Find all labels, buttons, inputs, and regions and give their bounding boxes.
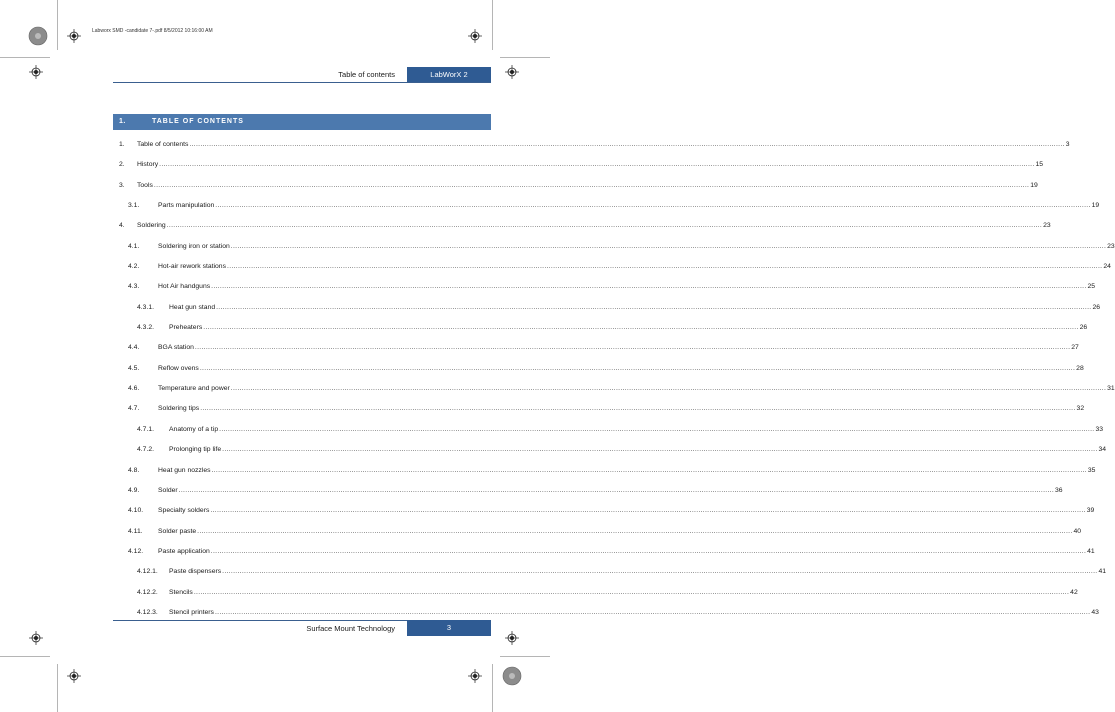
- toc-entry[interactable]: [119, 219, 1051, 239]
- toc-entry-page: 40: [1073, 525, 1082, 538]
- toc-entry-number: 4.2.: [128, 263, 140, 271]
- toc-entry-title: Soldering tips: [158, 402, 200, 415]
- section-title: TABLE OF CONTENTS: [152, 118, 244, 125]
- crop-mark-tr-v: [492, 0, 493, 50]
- toc-dot-leader: ................................................................................................................................................................................................................................................................................................................................................................................................................: [200, 405, 1076, 413]
- toc-entry[interactable]: [119, 138, 1070, 158]
- toc-entry-title: Temperature and power: [158, 382, 231, 395]
- toc-dot-leader: ................................................................................................................................................................................................................................................................................................................................................................................................................: [215, 202, 1091, 210]
- toc-entry-title: Hot Air handguns: [158, 280, 211, 293]
- toc-entry-number: 4.11.: [128, 527, 143, 535]
- toc-entry-number: 4.3.1.: [137, 303, 155, 311]
- toc-entry-title: Parts manipulation: [158, 199, 215, 212]
- crop-mark-br-v: [492, 664, 493, 712]
- toc-entry-number: 4.1.: [128, 242, 140, 250]
- toc-entry-page: 33: [1094, 423, 1103, 436]
- crop-mark-tl-v: [57, 0, 58, 50]
- toc-entry[interactable]: [119, 280, 1096, 300]
- toc-entry-number: 4.10.: [128, 507, 144, 515]
- toc-entry[interactable]: [119, 260, 1111, 280]
- toc-dot-leader: ................................................................................................................................................................................................................................................................................................................................................................................................................: [178, 486, 1055, 494]
- toc-entry-page: 28: [1075, 362, 1084, 375]
- toc-entry-title: Prolonging tip life: [169, 443, 222, 456]
- registration-mark-icon: [29, 65, 43, 79]
- section-number: 1.: [119, 118, 126, 125]
- running-header: [113, 67, 491, 83]
- registration-mark-icon: [67, 29, 81, 43]
- toc-entry-number: 4.9.: [128, 486, 140, 494]
- toc-entry-title: History: [137, 158, 159, 171]
- toc-entry-page: 31: [1106, 382, 1115, 395]
- toc-entry-number: 4.3.2.: [137, 324, 155, 332]
- toc-entry-page: 43: [1090, 606, 1099, 619]
- toc-entry-title: Soldering: [137, 219, 167, 232]
- toc-entry-page: 39: [1086, 504, 1095, 517]
- toc-entry[interactable]: [119, 464, 1096, 484]
- running-header-brand: LabWorX 2: [407, 67, 491, 83]
- section-heading: [113, 114, 491, 130]
- toc-entry-title: Solder: [158, 484, 179, 497]
- crop-mark-bl-v: [57, 664, 58, 712]
- toc-entry-page: 41: [1098, 565, 1107, 578]
- toc-entry-title: Stencil printers: [169, 606, 215, 619]
- toc-entry-title: Hot-air rework stations: [158, 260, 227, 273]
- toc-entry-number: 4.7.: [128, 405, 140, 413]
- toc-entry-page: 34: [1098, 443, 1107, 456]
- toc-entry-page: 41: [1086, 545, 1095, 558]
- toc-entry-page: 35: [1087, 464, 1096, 477]
- toc-entry-page: 27: [1070, 341, 1079, 354]
- toc-dot-leader: ................................................................................................................................................................................................................................................................................................................................................................................................................: [210, 507, 1086, 515]
- toc-entry-page: 19: [1029, 179, 1038, 192]
- toc-entry[interactable]: [119, 382, 1115, 402]
- toc-entry[interactable]: [119, 321, 1088, 341]
- toc-entry-title: Anatomy of a tip: [169, 423, 219, 436]
- toc-entry-page: 24: [1102, 260, 1111, 273]
- color-target-icon: [28, 26, 48, 46]
- toc-entry[interactable]: [119, 423, 1104, 443]
- toc-entry-page: 26: [1091, 301, 1100, 314]
- registration-mark-icon: [468, 669, 482, 683]
- toc-entry-number: 3.1.: [128, 202, 140, 210]
- toc-entry-title: Specialty solders: [158, 504, 210, 517]
- toc-entry-title: Table of contents: [137, 138, 189, 151]
- toc-entry-page: 23: [1042, 219, 1051, 232]
- toc-entry-number: 4.6.: [128, 385, 140, 393]
- crop-mark-br-h: [500, 656, 550, 657]
- toc-dot-leader: ................................................................................................................................................................................................................................................................................................................................................................................................................: [199, 364, 1076, 372]
- toc-entry[interactable]: [119, 565, 1107, 585]
- toc-dot-leader: ................................................................................................................................................................................................................................................................................................................................................................................................................: [219, 425, 1095, 433]
- toc-entry-page: 19: [1091, 199, 1100, 212]
- toc-dot-leader: ................................................................................................................................................................................................................................................................................................................................................................................................................: [230, 385, 1107, 393]
- toc-entry-number: 4.12.1.: [137, 568, 158, 576]
- toc-entry[interactable]: [119, 545, 1095, 565]
- toc-entry-title: Paste dispensers: [169, 565, 222, 578]
- toc-entry-number: 4.4.: [128, 344, 140, 352]
- page-number: 3: [407, 620, 491, 636]
- toc-entry-number: 2.: [119, 161, 125, 169]
- header-rule: [113, 82, 491, 83]
- toc-entry-page: 32: [1076, 402, 1085, 415]
- registration-mark-icon: [468, 29, 482, 43]
- toc-entry-page: 42: [1069, 586, 1078, 599]
- toc-entry[interactable]: [119, 402, 1085, 422]
- running-footer-title: Surface Mount Technology: [306, 624, 395, 633]
- print-file-header: Labworx SMD -candidate 7-.pdf 8/5/2012 10:16:00 AM: [92, 28, 213, 34]
- registration-mark-icon: [505, 65, 519, 79]
- registration-mark-icon: [505, 631, 519, 645]
- toc-entry-number: 4.: [119, 222, 125, 230]
- toc-dot-leader: ................................................................................................................................................................................................................................................................................................................................................................................................................: [230, 242, 1107, 250]
- toc-dot-leader: ................................................................................................................................................................................................................................................................................................................................................................................................................: [222, 446, 1098, 454]
- toc-entry[interactable]: [119, 443, 1107, 463]
- toc-entry-number: 4.12.: [128, 547, 144, 555]
- toc-entry-number: 4.7.2.: [137, 446, 155, 454]
- toc-entry-title: Solder paste: [158, 525, 197, 538]
- toc-entry-number: 4.12.2.: [137, 588, 158, 596]
- crop-mark-tl-h: [0, 57, 50, 58]
- toc-dot-leader: ................................................................................................................................................................................................................................................................................................................................................................................................................: [197, 527, 1073, 535]
- registration-mark-icon: [29, 631, 43, 645]
- toc-entry-page: 36: [1054, 484, 1063, 497]
- toc-entry[interactable]: [119, 179, 1038, 199]
- toc-dot-leader: ................................................................................................................................................................................................................................................................................................................................................................................................................: [189, 141, 1065, 148]
- toc-entry-number: 4.12.3.: [137, 608, 158, 616]
- toc-entry-number: 4.7.1.: [137, 425, 155, 433]
- toc-entry-page: 15: [1035, 158, 1044, 171]
- toc-dot-leader: ................................................................................................................................................................................................................................................................................................................................................................................................................: [166, 222, 1043, 230]
- toc-entry-page: 25: [1087, 280, 1096, 293]
- toc-entry-title: Stencils: [169, 586, 194, 599]
- toc-dot-leader: ................................................................................................................................................................................................................................................................................................................................................................................................................: [214, 608, 1091, 616]
- toc-entry-title: Reflow ovens: [158, 362, 200, 375]
- toc-entry[interactable]: [119, 525, 1082, 545]
- toc-dot-leader: ................................................................................................................................................................................................................................................................................................................................................................................................................: [193, 588, 1070, 596]
- toc-dot-leader: ................................................................................................................................................................................................................................................................................................................................................................................................................: [211, 283, 1087, 291]
- toc-entry-page: 3: [1065, 138, 1070, 151]
- crop-mark-bl-h: [0, 656, 50, 657]
- toc-entry-page: 26: [1079, 321, 1088, 334]
- toc-entry-number: 4.5.: [128, 364, 140, 372]
- toc-dot-leader: ................................................................................................................................................................................................................................................................................................................................................................................................................: [211, 466, 1087, 474]
- toc-entry-title: Tools: [137, 179, 154, 192]
- toc-dot-leader: ................................................................................................................................................................................................................................................................................................................................................................................................................: [222, 568, 1098, 576]
- toc-entry[interactable]: [119, 484, 1063, 504]
- toc-entry-title: Soldering iron or station: [158, 240, 231, 253]
- toc-entry-title: Heat gun nozzles: [158, 464, 212, 477]
- toc-entry[interactable]: [119, 341, 1079, 361]
- registration-mark-icon: [67, 669, 81, 683]
- toc-entry-number: 4.3.: [128, 283, 140, 291]
- toc-entry[interactable]: [119, 362, 1084, 382]
- toc-entry[interactable]: [119, 158, 1044, 178]
- toc-entry-title: Heat gun stand: [169, 301, 216, 314]
- toc-entry-number: 3.: [119, 181, 125, 189]
- toc-entry-number: 1.: [119, 141, 125, 148]
- toc-dot-leader: ................................................................................................................................................................................................................................................................................................................................................................................................................: [216, 303, 1092, 311]
- toc-dot-leader: ................................................................................................................................................................................................................................................................................................................................................................................................................: [203, 324, 1079, 332]
- toc-dot-leader: ................................................................................................................................................................................................................................................................................................................................................................................................................: [210, 547, 1087, 555]
- toc-entry-number: 4.8.: [128, 466, 140, 474]
- toc-entry-title: BGA station: [158, 341, 195, 354]
- toc-entry-title: Preheaters: [169, 321, 203, 334]
- running-header-title: Table of contents: [338, 70, 395, 79]
- toc-entry[interactable]: [119, 199, 1100, 219]
- toc-entry-page: 23: [1106, 240, 1115, 253]
- crop-mark-tr-h: [500, 57, 550, 58]
- toc-entry[interactable]: [119, 586, 1078, 606]
- toc-entry[interactable]: [119, 240, 1115, 260]
- toc-dot-leader: ................................................................................................................................................................................................................................................................................................................................................................................................................: [159, 161, 1035, 169]
- toc-entry-title: Paste application: [158, 545, 211, 558]
- toc-dot-leader: ................................................................................................................................................................................................................................................................................................................................................................................................................: [227, 263, 1103, 271]
- color-target-icon: [502, 666, 522, 686]
- toc-dot-leader: ................................................................................................................................................................................................................................................................................................................................................................................................................: [194, 344, 1071, 352]
- toc-entry[interactable]: [119, 301, 1101, 321]
- running-footer: [113, 620, 491, 636]
- toc-dot-leader: ................................................................................................................................................................................................................................................................................................................................................................................................................: [153, 181, 1030, 189]
- toc-list: [119, 138, 1115, 626]
- toc-entry[interactable]: [119, 504, 1095, 524]
